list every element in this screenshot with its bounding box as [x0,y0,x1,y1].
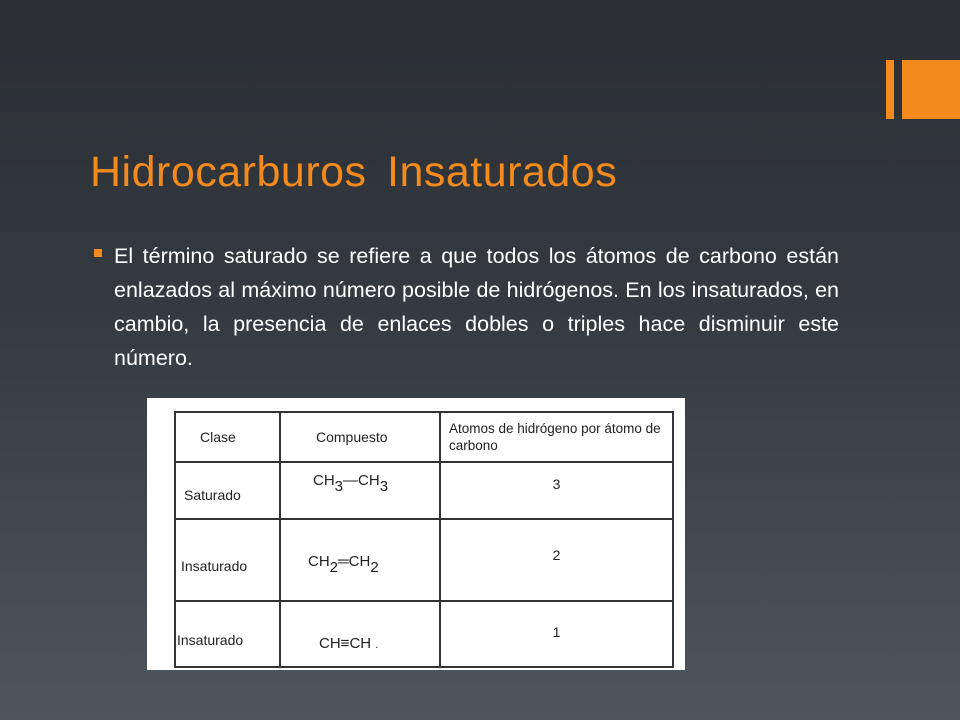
table-figure [147,398,685,670]
header-cell [280,412,440,462]
header-clase: Clase [200,429,236,445]
table-cell [280,462,440,519]
formula-part: CH [358,472,380,489]
row-clase: Insaturado [181,558,248,574]
slide-title: Hidrocarburos Insaturados [90,148,618,196]
formula-part: CH [349,634,372,652]
formula-part: CH [313,472,335,489]
formula-subscript: 3 [379,478,389,495]
header-cell [175,412,280,462]
bond-single: — [343,472,359,489]
header-hidrogenos: Atomos de hidrógeno por átomo de carbono [449,421,661,453]
formula-part: CH [308,552,330,570]
row-clase: Saturado [184,486,241,503]
table-cell [280,601,440,667]
table-cell [440,519,673,601]
accent-bar [886,60,894,119]
table-header-row [175,412,673,462]
bullet-item [94,239,839,375]
table-cell [175,519,280,601]
table-cell [175,601,280,667]
header-compuesto: Compuesto [316,429,388,445]
bond-double: ═ [338,552,349,570]
bond-triple: ≡ [340,634,350,652]
formula-subscript: 3 [334,478,344,495]
formula-subscript: 2 [370,558,379,576]
table-cell [440,601,673,667]
formula-part: CH [319,634,341,652]
formula-ethane [281,472,439,495]
table-cell [440,462,673,519]
formula-ethyne [281,635,439,652]
table-cell [280,519,440,601]
trailing-dot: . [375,638,379,651]
table-cell [175,462,280,519]
square-bullet-icon [94,249,102,257]
table-row [175,519,673,601]
hydrocarbon-table [174,411,674,668]
accent-block [902,60,960,119]
header-cell [440,412,673,462]
formula-part: CH [348,552,371,570]
table-row [175,601,673,667]
row-hidrogenos: 2 [552,547,561,563]
row-hidrogenos: 1 [552,624,561,640]
bullet-text: El término saturado se refiere a que todos los átomos de carbono están enlazados al máximo número posible de hidrógenos. En los insaturados, en cambio, la presencia de enlaces dobles o triples hace disminuir este número. [114,244,839,370]
table-row [175,462,673,519]
formula-subscript: 2 [329,558,339,576]
formula-ethene [281,553,439,576]
row-clase: Insaturado [177,632,244,648]
row-hidrogenos: 3 [552,475,561,492]
